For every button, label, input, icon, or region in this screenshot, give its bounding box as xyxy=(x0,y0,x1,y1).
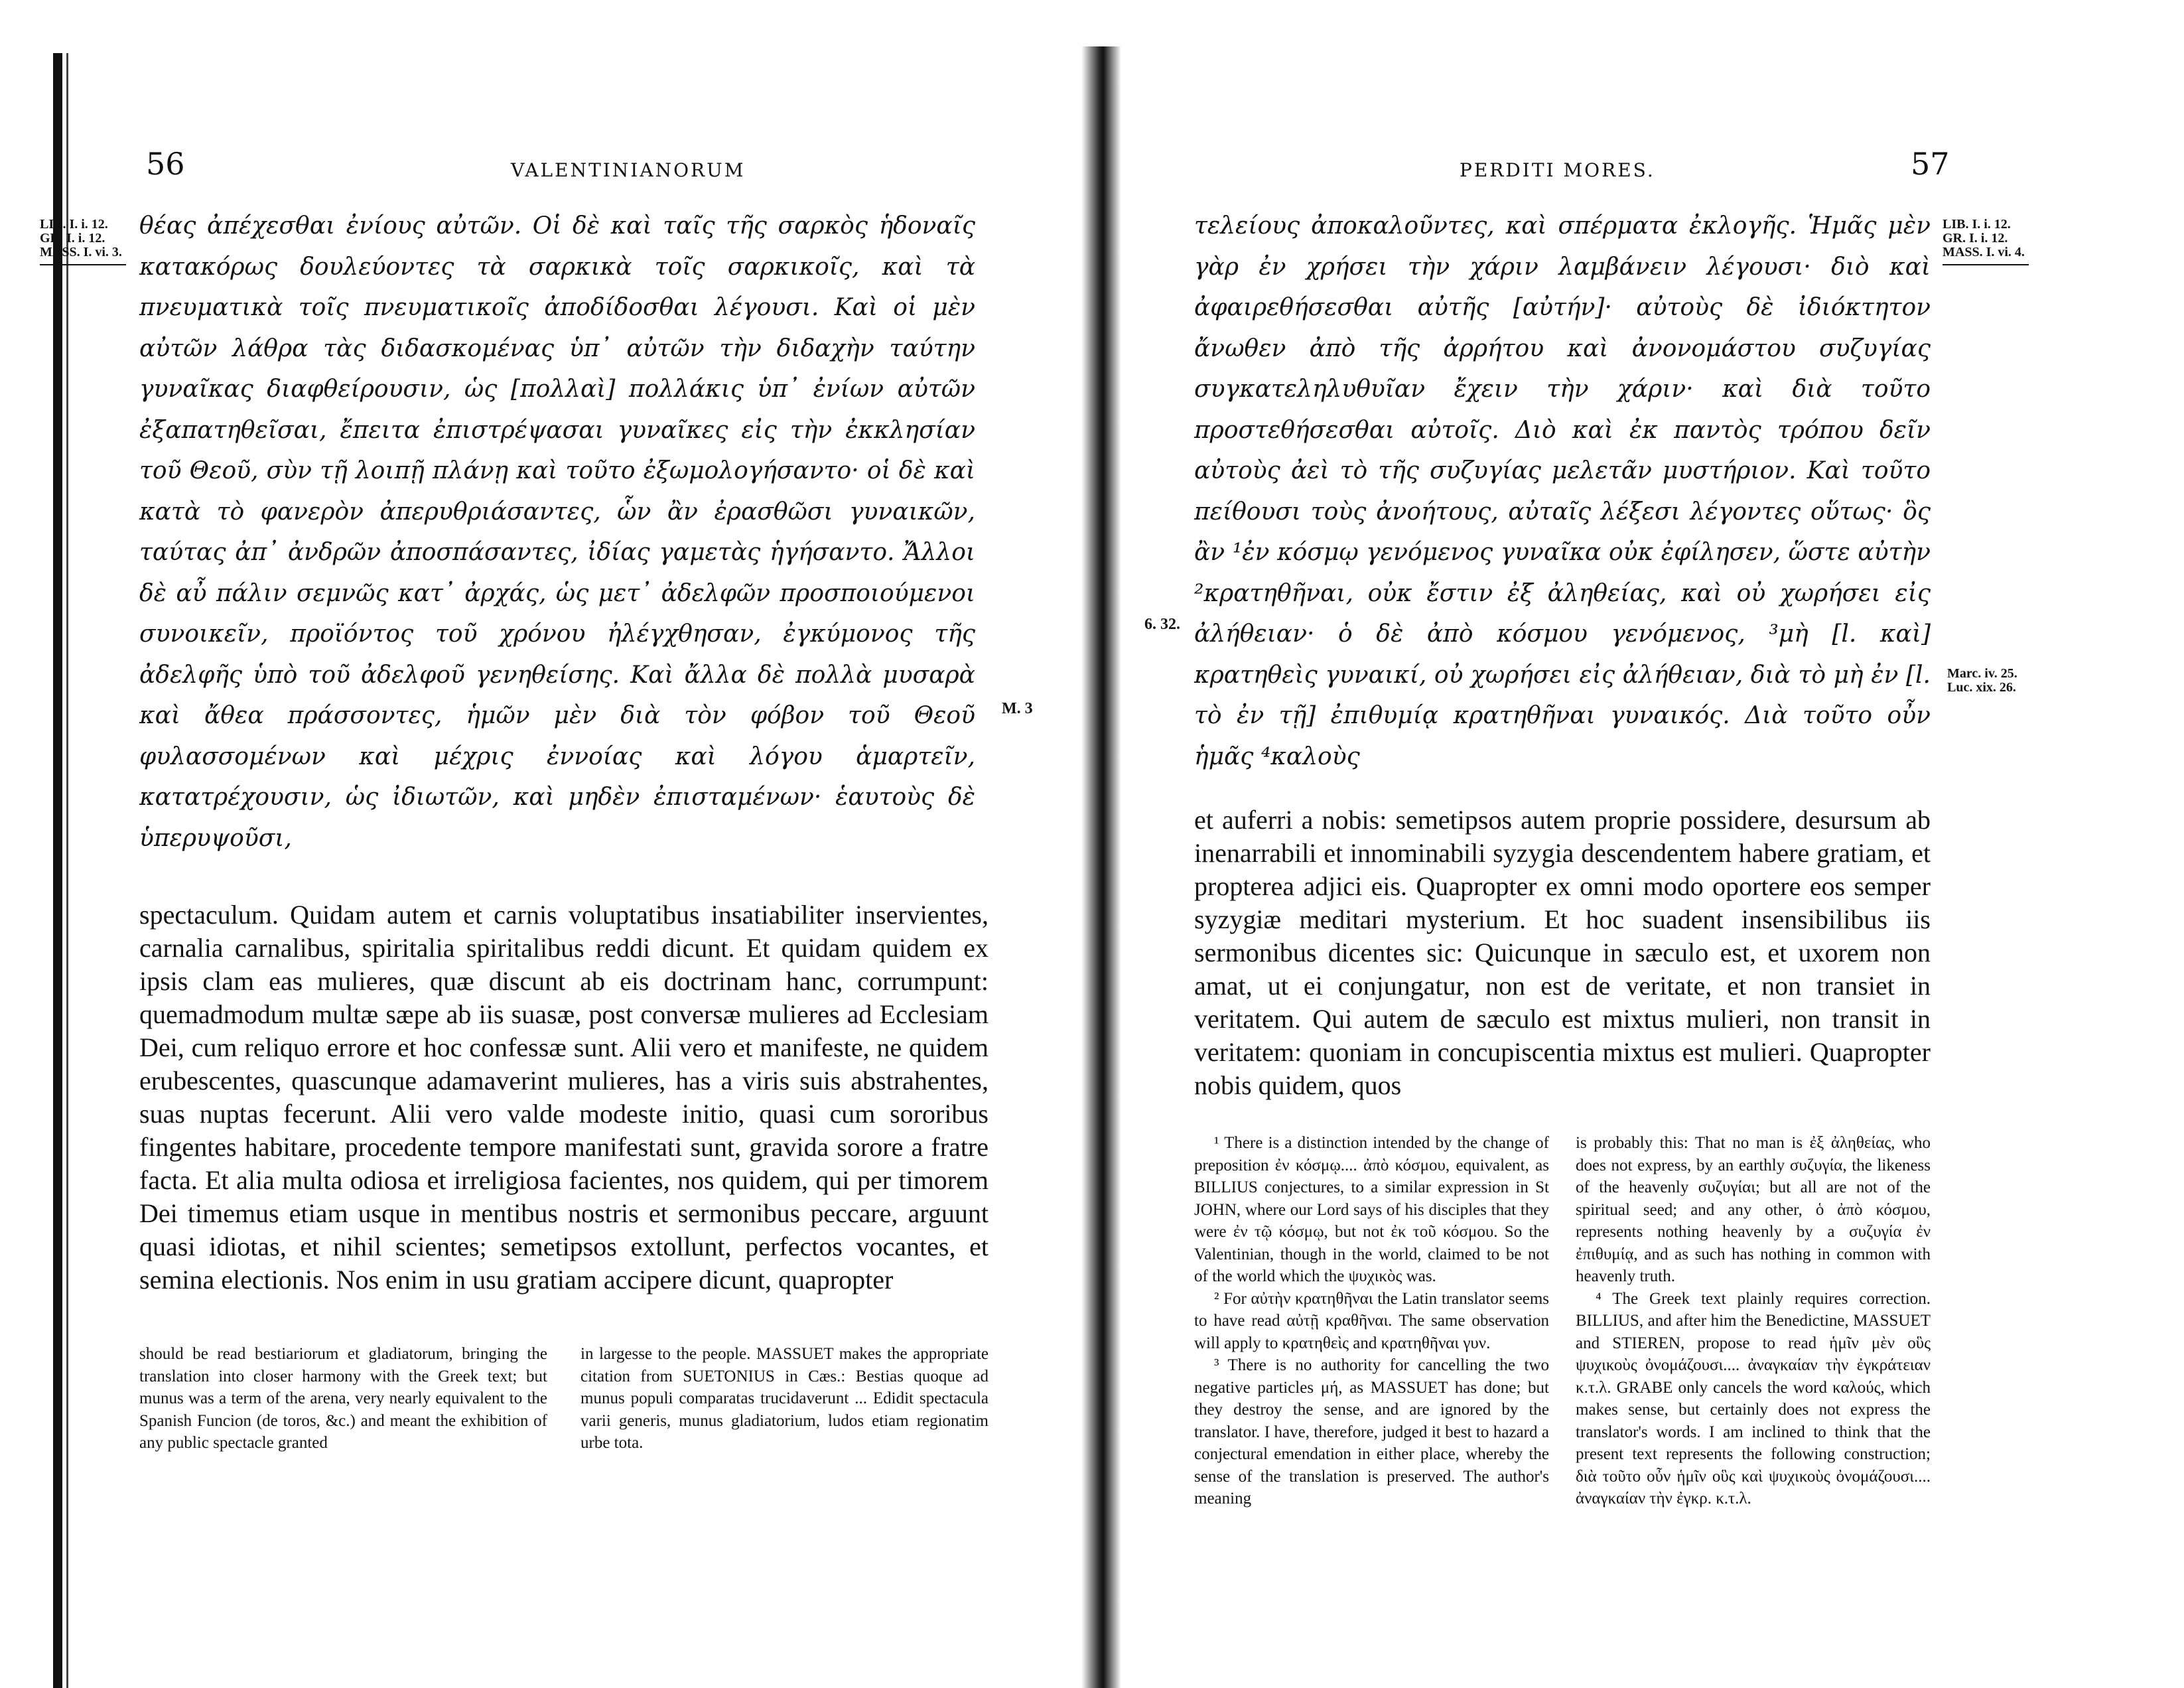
book-spine-line xyxy=(66,53,68,1688)
footnote-3: ³ There is no authority for cancelling the two negative particles μή, as MASSUET has done; but they destroy the sense, and are ignored by the translator. I have, therefore, judged it best to hazard a conjectural emendation in either place, whereby the sense of the translation is preserved. The author's meaning xyxy=(1194,1356,1549,1508)
margin-ref-luc: Luc. xix. 26. xyxy=(1947,680,2016,695)
margin-ref-gr: GR. I. i. 12. xyxy=(40,231,105,246)
margin-rule xyxy=(1943,264,2029,265)
margin-ref-lib: LIB. I. i. 12. xyxy=(1943,217,2011,232)
footnote-3-continued: is probably this: That no man is ἐξ ἀληθείας, who does not express, by an earthly συζυγία, the likeness of the heavenly συζυγίαι; but all are not of the spiritual seed; and any other, ὁ ἀπὸ κόσμου, represents nothing heavenly by a συζυγία ἐν ἐπιθυμίᾳ, and as such has nothing in common with heavenly truth. xyxy=(1576,1134,1931,1285)
footnote-column-1: should be read bestiariorum et gladiatorum, bringing the translation into closer harmony with the Greek text; but munus was a term of the arena, very nearly equivalent to the Spanish Funcion (de toros, &c.) and meant the exhibition of any public spectacle granted xyxy=(139,1345,547,1452)
running-head: VALENTINIANORUM xyxy=(511,159,746,181)
greek-text: θέας ἀπέχεσθαι ἐνίους αὐτῶν. Οἱ δὲ καὶ ταῖς τῆς σαρκὸς ἡδοναῖς κατακόρως δουλεύοντες τὰ σαρκικὰ τοῖς σαρκικοῖς, καὶ τὰ πνευματικὰ τοῖς πνευματικοῖς ἀποδίδοσθαι λέγουσι. Καὶ οἱ μὲν αὐτῶν λάθρα τὰς διδασκομένας ὑπ᾽ αὐτῶν τὴν διδαχὴν ταύτην γυναῖκας διαφθείρουσιν, ὡς [πολλαὶ] πολλάκις ὑπ᾽ ἐνίων αὐτῶν ἐξαπατηθεῖσαι, ἔπειτα ἐπιστρέψασαι γυναῖκες εἰς τὴν ἐκκλησίαν τοῦ Θεοῦ, σὺν τῇ λοιπῇ πλάνῃ καὶ τοῦτο ἐξωμολογήσαντο· οἱ δὲ καὶ κατὰ τὸ φανερὸν ἀπερυθριάσαντες, ὧν ἂν ἐρασθῶσι γυναικῶν, ταύτας ἀπ᾽ ἀνδρῶν ἀποσπάσαντες, ἰδίας γαμετὰς ἡγήσαντο. Ἄλλοι δὲ αὖ πάλιν σεμνῶς κατ᾽ ἀρχάς, ὡς μετ᾽ ἀδελφῶν προσποιούμενοι συνοικεῖν, προϊόντος τοῦ χρόνου ἠλέγχθησαν, ἐγκύμονος τῆς ἀδελφῆς ὑπὸ τοῦ ἀδελφοῦ γενηθείσης. Καὶ ἄλλα δὲ πολλὰ μυσαρὰ καὶ ἄθεα πράσσοντες, ἡμῶν μὲν διὰ τὸν φόβον τοῦ Θεοῦ φυλασσομένων καὶ μέχρις ἐννοίας καὶ λόγου ἁμαρτεῖν, κατατρέχουσιν, ὡς ἰδιωτῶν, καὶ μηδὲν ἐπισταμένων· ἑαυτοὺς δὲ ὑπερυψοῦσι, xyxy=(139,212,975,852)
footnote-column-2: in largesse to the people. MASSUET makes the appropriate citation from SUETONIUS in Cæs.: Bestias quoque ad munus populi comparatas trucidaverunt ... Edidit spectacula varii generis, munus gladiatorium, ludos etiam regionatim urbe tota. xyxy=(580,1345,989,1452)
right-page xyxy=(1144,146,2150,1646)
latin-translation: spectaculum. Quidam autem et carnis voluptatibus insatiabiliter inservientes, carnalia carnalibus, spiritalia spiritalibus reddi dicunt. Et quidam quidem ex ipsis clam eas mulieres, quæ discunt ab eis doctrinam hanc, corrumpunt: quemadmodum multæ sæpe ab iis suasæ, post conversæ mulieres ad Ecclesiam Dei, cum reliquo errore et hoc confessæ sunt. Alii vero et manifeste, ne quidem erubescentes, quascunque adamaverint mulieres, has a viris suis abstrahentes, suas nuptas fecerunt. Alii vero valde modeste initio, quasi cum sororibus fingentes habitare, procedente tempore manifestati sunt, gravida sorore a fratre facta. Et alia multa odiosa et irreligiosa facientes, nos quidem, qui per timorem Dei timemus etiam usque in mentibus nostris et sermonibus peccare, arguunt quasi idiotas, et nihil scientes; semetipsos extollunt, perfectos vocantes, et semina electionis. Nos enim in usu gratiam accipere dicunt, quapropter xyxy=(139,900,989,1295)
margin-m-ref: M. 3 xyxy=(1002,700,1033,717)
margin-ref-mass: MASS. I. vi. 3. xyxy=(40,245,122,259)
left-page-header xyxy=(139,146,1095,206)
book-spine-edge xyxy=(53,53,62,1688)
margin-ref-mass: MASS. I. vi. 4. xyxy=(1943,245,2025,259)
margin-632-ref: 6. 32. xyxy=(1144,616,1180,633)
footnotes xyxy=(139,1343,989,1454)
margin-ref-marc: Marc. iv. 25. xyxy=(1947,666,2017,681)
margin-rule xyxy=(40,264,126,265)
running-head: PERDITI MORES. xyxy=(1460,159,1655,181)
left-page xyxy=(40,146,1095,1646)
margin-reference xyxy=(40,218,122,259)
margin-reference xyxy=(1943,218,2025,259)
margin-gospel-ref xyxy=(1947,667,2017,695)
page-number: 57 xyxy=(1911,146,1950,182)
page-number: 56 xyxy=(146,146,185,182)
greek-text: τελείους ἀποκαλοῦντες, καὶ σπέρματα ἐκλογῆς. Ἡμᾶς μὲν γὰρ ἐν χρήσει τὴν χάριν λαμβάνειν λέγουσι· διὸ καὶ ἀφαιρεθήσεσθαι αὐτῆς [αὐτήν]· αὐτοὺς δὲ ἰδιόκτητον ἄνωθεν ἀπὸ τῆς ἀρρήτου καὶ ἀνονομάστου συζυγίας συγκατεληλυθυῖαν ἔχειν τὴν χάριν· καὶ διὰ τοῦτο προστεθήσεσθαι αὐτοῖς. Διὸ καὶ ἐκ παντὸς τρόπου δεῖν αὐτοὺς ἀεὶ τὸ τῆς συζυγίας μελετᾶν μυστήριον. Καὶ τοῦτο πείθουσι τοὺς ἀνοήτους, αὐταῖς λέξεσι λέγοντες οὕτως· ὃς ἂν ¹ἐν κόσμῳ γενόμενος γυναῖκα οὐκ ἐφίλησεν, ὥστε αὐτὴν ²κρατηθῆναι, οὐκ ἔστιν ἐξ ἀληθείας, καὶ οὐ χωρήσει εἰς ἀλήθειαν· ὁ δὲ ἀπὸ κόσμου γενόμενος, ³μὴ [l. καὶ] κρατηθεὶς γυναικί, οὐ χωρήσει εἰς ἀλήθειαν, διὰ τὸ μὴ ἐν [l. τὸ ἐν τῇ] ἐπιθυμίᾳ κρατηθῆναι γυναικός. Διὰ τοῦτο οὖν ἡμᾶς ⁴καλοὺς xyxy=(1194,212,1931,770)
margin-ref-gr: GR. I. i. 12. xyxy=(1943,231,2008,246)
footnote-4: ⁴ The Greek text plainly requires correction. BILLIUS, and after him the Benedictine, MASSUET and STIEREN, propose to read ἡμῖν μὲν οὓς ψυχικοὺς ὀνομάζουσι.... ἀναγκαίαν τὴν ἐγκράτειαν κ.τ.λ. GRABE only cancels the word καλούς, which makes sense, but certainly does not express the translator's words. I am inclined to think that the present text represents the following construction; διὰ τοῦτο οὖν ἡμῖν οὓς καὶ ψυχικοὺς ὀνομάζουσι.... ἀναγκαίαν τὴν ἐγκρ. κ.τ.λ. xyxy=(1576,1289,1931,1508)
footnote-2: ² For αὐτὴν κρατηθῆναι the Latin translator seems to have read αὐτῇ κραθῆναι. The same observation will apply to κρατηθεὶς and κρατηθῆναι γυν. xyxy=(1194,1289,1549,1352)
right-page-header xyxy=(1194,146,2150,206)
footnote-1: ¹ There is a distinction intended by the change of preposition ἐν κόσμῳ.... ἀπὸ κόσμου, equivalent, as BILLIUS conjectures, to a similar expression in St JOHN, where our Lord says of his disciples that they were ἐν τῷ κόσμῳ, but not ἐκ τοῦ κόσμου. So the Valentinian, though in the world, claimed to be not of the world which the ψυχικὸς was. xyxy=(1194,1134,1549,1285)
footnotes xyxy=(1194,1132,1931,1510)
latin-translation: et auferri a nobis: semetipsos autem proprie possidere, desursum ab inenarrabili et innominabili syzygia descendentem habere gratiam, et propterea adjici eis. Quapropter ex omni modo oportere eos semper syzygiæ meditari mysterium. Et hoc suadent insensibilibus iis sermonibus dicentes sic: Quicunque in sæculo est, et uxorem non amat, ut ei conjungatur, non est de veritate, et non transiet in veritatem. Qui autem de sæculo est mixtus mulieri, non transit in veritatem: quoniam in concupiscentia mixtus est mulieri. Quapropter nobis quidem, quos xyxy=(1194,805,1931,1100)
margin-ref-lib: LIB. I. i. 12. xyxy=(40,217,108,232)
